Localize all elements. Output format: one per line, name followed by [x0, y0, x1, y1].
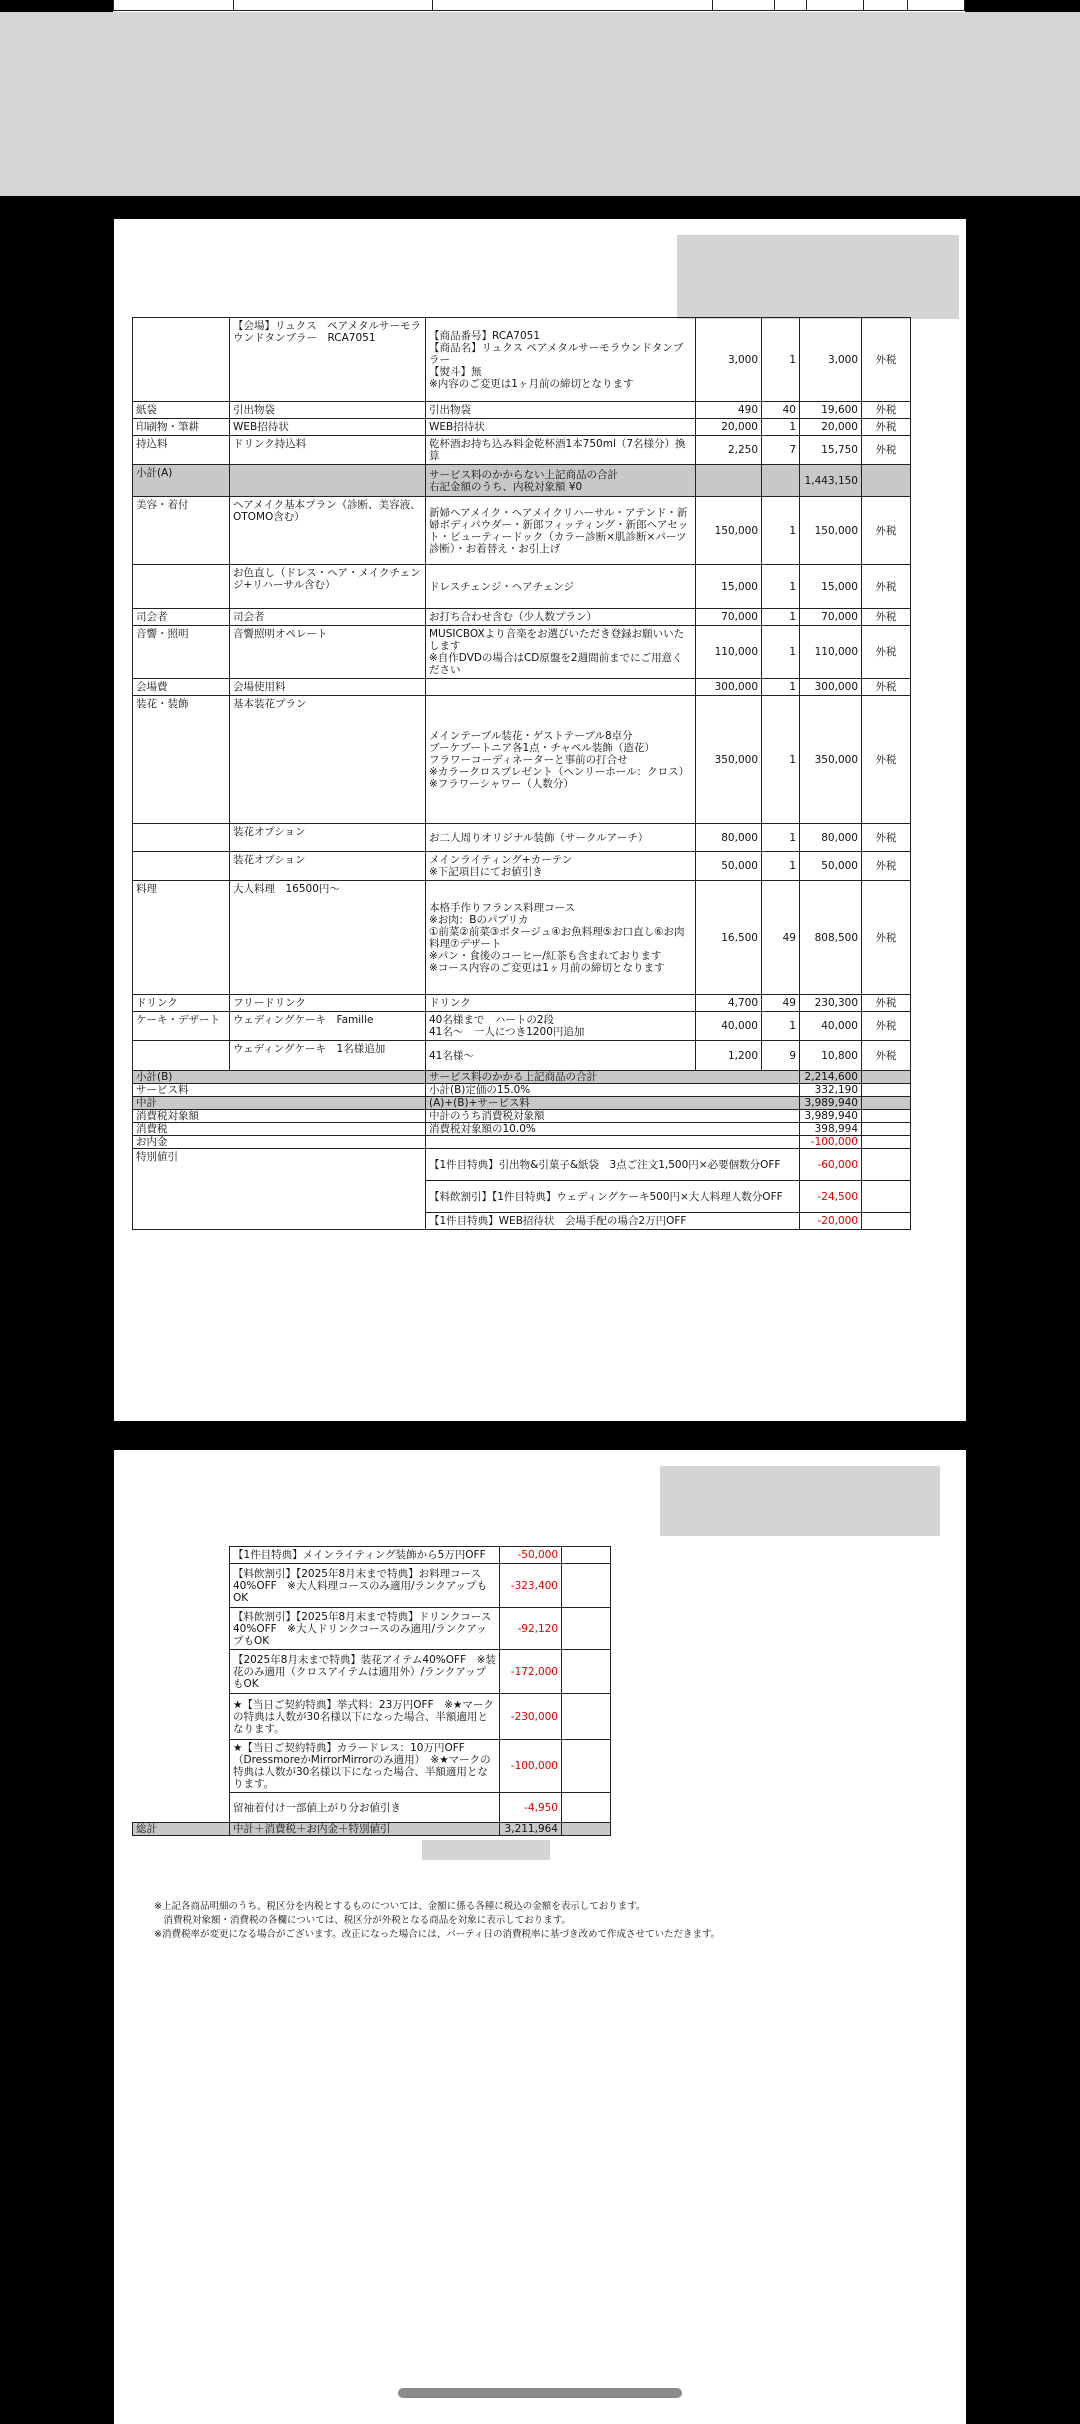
quantity-cell: 1	[762, 824, 800, 852]
table-edge	[113, 0, 965, 11]
empty-cell	[562, 1694, 611, 1740]
discount-row	[133, 1149, 911, 1181]
content-cell: 41名様～	[426, 1041, 696, 1071]
discount-amount: -4,950	[500, 1793, 562, 1823]
estimate-page-1	[114, 219, 966, 1421]
empty-cell	[862, 1084, 911, 1097]
content-cell: 乾杯酒お持ち込み料金乾杯酒1本750ml（7名様分）換算	[426, 436, 696, 465]
summary-amount: 398,994	[800, 1123, 862, 1136]
summary-amount: 2,214,600	[800, 1071, 862, 1084]
footnote: ※上記各商品明細のうち、税区分を内税とするものについては、金額に係る各種に税込の金額を表示しております。	[154, 1901, 646, 1912]
unit-price-cell: 70,000	[696, 609, 762, 626]
summary-content: 消費税対象額の10.0%	[426, 1123, 800, 1136]
unit-price-cell: 110,000	[696, 626, 762, 679]
discount-row	[133, 1793, 611, 1823]
discount-row	[133, 1650, 611, 1694]
summary-row	[133, 1110, 911, 1123]
quantity-cell: 1	[762, 419, 800, 436]
tax-type-cell: 外税	[862, 852, 911, 881]
empty-cell	[562, 1564, 611, 1608]
item-cell: 大人料理 16500円～	[230, 881, 426, 995]
discount-amount: -172,000	[500, 1650, 562, 1694]
category-cell: ドリンク	[133, 995, 230, 1012]
item-cell: ドリンク持込料	[230, 436, 426, 465]
table-row	[133, 565, 911, 609]
unit-price-cell: 4,700	[696, 995, 762, 1012]
table-row	[133, 852, 911, 881]
table-row	[133, 824, 911, 852]
content-cell: 40名様まで ハートの2段 41名～ 一人につき1200円追加	[426, 1012, 696, 1041]
redacted-text	[422, 1840, 550, 1860]
unit-price-cell: 20,000	[696, 419, 762, 436]
content-cell: ドレスチェンジ・ヘアチェンジ	[426, 565, 696, 609]
discount-content: 【1件目特典】引出物&引菓子&紙袋 3点ご注文1,500円×必要個数分OFF	[426, 1149, 800, 1181]
category-cell: 印刷物・筆耕	[133, 419, 230, 436]
discount-amount: -100,000	[500, 1740, 562, 1793]
summary-label: 中計	[133, 1097, 426, 1110]
discount-amount: -20,000	[800, 1213, 862, 1230]
summary-label: サービス料	[133, 1084, 426, 1097]
quantity-cell: 1	[762, 609, 800, 626]
quantity-cell: 1	[762, 497, 800, 565]
category-cell	[133, 565, 230, 609]
quantity-cell: 1	[762, 696, 800, 824]
amount-cell: 19,600	[800, 402, 862, 419]
empty-cell	[862, 1071, 911, 1084]
unit-price-cell: 50,000	[696, 852, 762, 881]
table-row	[133, 679, 911, 696]
content-cell: 【商品番号】RCA7051 【商品名】リュクス ペアメタルサーモラウンドタンブラー 【熨斗】無 ※内容のご変更は1ヶ月前の締切となります	[426, 318, 696, 402]
redacted-header	[677, 235, 959, 319]
item-cell: 引出物袋	[230, 402, 426, 419]
tax-type-cell: 外税	[862, 402, 911, 419]
estimate-page-2	[114, 1450, 966, 2424]
tax-type-cell: 外税	[862, 497, 911, 565]
empty-cell	[562, 1547, 611, 1564]
unit-price-cell: 490	[696, 402, 762, 419]
discount-label: 特別値引	[133, 1149, 426, 1181]
amount-cell: 230,300	[800, 995, 862, 1012]
quantity-cell: 1	[762, 318, 800, 402]
discount-row	[133, 1694, 611, 1740]
quantity-cell: 1	[762, 852, 800, 881]
footnote: ※消費税率が変更になる場合がございます。改正になった場合には、パーティ日の消費税率に基づき改めて作成させていただきます。	[154, 1929, 721, 1940]
content-cell: 本格手作りフランス料理コース ※お肉：Bのパプリカ ①前菜②前菜③ポタージュ④お魚料理⑤お口直し⑥お肉料理⑦デザート ※パン・食後のコーヒー/紅茶も含まれております ※コース内容のご変更は1ヶ月前の締切となります	[426, 881, 696, 995]
category-cell: 会場費	[133, 679, 230, 696]
empty-cell	[862, 1097, 911, 1110]
amount-cell: 1,443,150	[800, 465, 862, 497]
category-cell: ケーキ・デザート	[133, 1012, 230, 1041]
discount-content: 【料飲割引】【1件目特典】ウェディングケーキ500円×大人料理人数分OFF	[426, 1181, 800, 1213]
category-cell: 美容・着付	[133, 497, 230, 565]
redaction-band	[0, 12, 1080, 196]
table-row	[133, 436, 911, 465]
content-cell: メインテーブル装花・ゲストテーブル8卓分 ブーケブートニア各1点・チャペル装飾（造花） フラワーコーディネーターと事前の打合せ ※カラークロスプレゼント（ヘンリーホール：クロス） ※フラワーシャワー（人数分）	[426, 696, 696, 824]
summary-row	[133, 1136, 911, 1149]
amount-cell: 50,000	[800, 852, 862, 881]
discount-amount: -92,120	[500, 1608, 562, 1650]
discount-row	[133, 1547, 611, 1564]
item-cell: 基本装花プラン	[230, 696, 426, 824]
discount-content: 【料飲割引】【2025年8月末まで特典】お料理コース40%OFF ※大人料理コースのみ適用/ランクアップもOK	[230, 1564, 500, 1608]
summary-amount: 3,989,940	[800, 1097, 862, 1110]
amount-cell: 3,000	[800, 318, 862, 402]
content-cell: 引出物袋	[426, 402, 696, 419]
discount-amount: -24,500	[800, 1181, 862, 1213]
tax-type-cell: 外税	[862, 824, 911, 852]
total-content: 中計＋消費税＋お内金＋特別値引	[230, 1823, 500, 1836]
tax-type-cell	[862, 465, 911, 497]
item-cell	[230, 465, 426, 497]
category-cell	[133, 318, 230, 402]
discount-content: 【1件目特典】WEB招待状 会場手配の場合2万円OFF	[426, 1213, 800, 1230]
category-cell: 持込料	[133, 436, 230, 465]
summary-row	[133, 1084, 911, 1097]
quantity-cell: 1	[762, 565, 800, 609]
total-amount: 3,211,964	[500, 1823, 562, 1836]
category-cell: 音響・照明	[133, 626, 230, 679]
table-row	[133, 318, 911, 402]
discount-content: 留袖着付け一部値上がり分お値引き	[230, 1793, 500, 1823]
category-cell: 料理	[133, 881, 230, 995]
table-row	[133, 497, 911, 565]
discount-amount: -230,000	[500, 1694, 562, 1740]
empty-cell	[862, 1181, 911, 1213]
estimate-table	[132, 317, 911, 1230]
tax-type-cell: 外税	[862, 609, 911, 626]
item-cell: 装花オプション	[230, 852, 426, 881]
content-cell: お二人周りオリジナル装飾（サークルアーチ）	[426, 824, 696, 852]
discount-label	[133, 1181, 426, 1213]
amount-cell: 80,000	[800, 824, 862, 852]
content-cell: サービス料のかからない上記商品の合計 右記金額のうち、内税対象額 ¥0	[426, 465, 696, 497]
summary-label: 消費税	[133, 1123, 426, 1136]
discount-amount: -50,000	[500, 1547, 562, 1564]
category-cell: 小計(A)	[133, 465, 230, 497]
tax-type-cell: 外税	[862, 1012, 911, 1041]
summary-label: お内金	[133, 1136, 426, 1149]
empty-cell	[862, 1149, 911, 1181]
tax-type-cell: 外税	[862, 995, 911, 1012]
summary-content: 小計(B)定価の15.0%	[426, 1084, 800, 1097]
summary-amount: 332,190	[800, 1084, 862, 1097]
table-row	[133, 995, 911, 1012]
quantity-cell: 49	[762, 881, 800, 995]
empty-cell	[862, 1110, 911, 1123]
summary-row	[133, 1123, 911, 1136]
item-cell: ウェディングケーキ 1名様追加	[230, 1041, 426, 1071]
quantity-cell: 9	[762, 1041, 800, 1071]
table-row	[133, 465, 911, 497]
empty-cell	[562, 1793, 611, 1823]
summary-label: 小計(B)	[133, 1071, 426, 1084]
quantity-cell: 40	[762, 402, 800, 419]
category-cell	[133, 824, 230, 852]
item-cell: ウェディングケーキ Famille	[230, 1012, 426, 1041]
quantity-cell	[762, 465, 800, 497]
tax-type-cell: 外税	[862, 436, 911, 465]
empty-cell	[562, 1823, 611, 1836]
table-row	[133, 626, 911, 679]
quantity-cell: 7	[762, 436, 800, 465]
unit-price-cell: 15,000	[696, 565, 762, 609]
item-cell: ヘアメイク基本プラン（診断、美容液、OTOMO含む）	[230, 497, 426, 565]
amount-cell: 70,000	[800, 609, 862, 626]
amount-cell: 808,500	[800, 881, 862, 995]
amount-cell: 15,750	[800, 436, 862, 465]
summary-content: サービス料のかかる上記商品の合計	[426, 1071, 800, 1084]
footnote: 消費税対象額・消費税の各欄については、税区分が外税となる商品を対象に表示しております。	[154, 1915, 572, 1926]
unit-price-cell: 16,500	[696, 881, 762, 995]
amount-cell: 15,000	[800, 565, 862, 609]
empty-cell	[862, 1213, 911, 1230]
discount-amount: -60,000	[800, 1149, 862, 1181]
category-cell: 装花・装飾	[133, 696, 230, 824]
table-row	[133, 609, 911, 626]
item-cell: 会場使用料	[230, 679, 426, 696]
discount-row	[133, 1740, 611, 1793]
category-cell	[133, 1041, 230, 1071]
tax-type-cell: 外税	[862, 626, 911, 679]
discount-row	[133, 1608, 611, 1650]
empty-cell	[133, 1650, 230, 1694]
discount-content: 【1件目特典】メインライティング装飾から5万円OFF	[230, 1547, 500, 1564]
table-row	[133, 696, 911, 824]
discount-row	[133, 1564, 611, 1608]
category-cell: 司会者	[133, 609, 230, 626]
tax-type-cell: 外税	[862, 679, 911, 696]
discount-row	[133, 1181, 911, 1213]
quantity-cell: 1	[762, 626, 800, 679]
footnotes	[154, 1900, 720, 1942]
table-row	[133, 419, 911, 436]
amount-cell: 40,000	[800, 1012, 862, 1041]
amount-cell: 300,000	[800, 679, 862, 696]
quantity-cell: 49	[762, 995, 800, 1012]
summary-content: (A)+(B)+サービス料	[426, 1097, 800, 1110]
item-cell: フリードリンク	[230, 995, 426, 1012]
empty-cell	[133, 1564, 230, 1608]
content-cell: WEB招待状	[426, 419, 696, 436]
redacted-header	[660, 1466, 940, 1536]
unit-price-cell: 3,000	[696, 318, 762, 402]
empty-cell	[133, 1608, 230, 1650]
content-cell: 新婦ヘアメイク・ヘアメイクリハーサル・アテンド・新婦ボディパウダー・新郎フィッティング・新郎ヘアセット・ビューティードック（カラー診断×肌診断×パーツ診断）・お着替え・お引上げ	[426, 497, 696, 565]
summary-content	[426, 1136, 800, 1149]
content-cell: メインライティング+カーテン ※下記項目にてお値引き	[426, 852, 696, 881]
unit-price-cell: 80,000	[696, 824, 762, 852]
discount-content: 【料飲割引】【2025年8月末まで特典】ドリンクコース40%OFF ※大人ドリンクコースのみ適用/ランクアップもOK	[230, 1608, 500, 1650]
home-indicator[interactable]	[398, 2388, 682, 2398]
item-cell: 装花オプション	[230, 824, 426, 852]
summary-content: 中計のうち消費税対象額	[426, 1110, 800, 1123]
empty-cell	[133, 1740, 230, 1793]
item-cell: 司会者	[230, 609, 426, 626]
item-cell: 【会場】リュクス ペアメタルサーモラウンドタンブラー RCA7051	[230, 318, 426, 402]
discount-content: ★【当日ご契約特典】カラードレス：10万円OFF（DressmoreかMirrorMirrorのみ適用） ※★マークの特典は人数が30名様以下になった場合、半額適用となります。	[230, 1740, 500, 1793]
tax-type-cell: 外税	[862, 696, 911, 824]
unit-price-cell: 350,000	[696, 696, 762, 824]
amount-cell: 350,000	[800, 696, 862, 824]
empty-cell	[562, 1740, 611, 1793]
amount-cell: 10,800	[800, 1041, 862, 1071]
item-cell: WEB招待状	[230, 419, 426, 436]
total-label: 総計	[133, 1823, 230, 1836]
amount-cell: 110,000	[800, 626, 862, 679]
summary-row	[133, 1097, 911, 1110]
summary-amount: 3,989,940	[800, 1110, 862, 1123]
tax-type-cell: 外税	[862, 318, 911, 402]
content-cell: MUSICBOXより音楽をお選びいただき登録お願いいたします ※自作DVDの場合はCD原盤を2週間前までにご用意ください	[426, 626, 696, 679]
item-cell: 音響照明オペレート	[230, 626, 426, 679]
unit-price-cell: 2,250	[696, 436, 762, 465]
empty-cell	[562, 1650, 611, 1694]
discount-label	[133, 1213, 426, 1230]
content-cell: お打ち合わせ含む（少人数プラン）	[426, 609, 696, 626]
tax-type-cell: 外税	[862, 881, 911, 995]
unit-price-cell: 300,000	[696, 679, 762, 696]
discount-table	[132, 1546, 611, 1836]
discount-content: ★【当日ご契約特典】挙式料：23万円OFF ※★マークの特典は人数が30名様以下になった場合、半額適用となります。	[230, 1694, 500, 1740]
item-cell: お色直し（ドレス・ヘア・メイクチェンジ+リハーサル含む）	[230, 565, 426, 609]
table-row	[133, 402, 911, 419]
summary-amount: -100,000	[800, 1136, 862, 1149]
quantity-cell: 1	[762, 679, 800, 696]
empty-cell	[133, 1694, 230, 1740]
discount-content: 【2025年8月末まで特典】装花アイテム40%OFF ※装花のみ適用（クロスアイテムは適用外）/ランクアップもOK	[230, 1650, 500, 1694]
content-cell: ドリンク	[426, 995, 696, 1012]
empty-cell	[862, 1123, 911, 1136]
table-row	[133, 1041, 911, 1071]
unit-price-cell: 40,000	[696, 1012, 762, 1041]
unit-price-cell: 1,200	[696, 1041, 762, 1071]
unit-price-cell: 150,000	[696, 497, 762, 565]
content-cell	[426, 679, 696, 696]
summary-label: 消費税対象額	[133, 1110, 426, 1123]
empty-cell	[133, 1547, 230, 1564]
tax-type-cell: 外税	[862, 1041, 911, 1071]
empty-cell	[562, 1608, 611, 1650]
tax-type-cell: 外税	[862, 565, 911, 609]
unit-price-cell	[696, 465, 762, 497]
category-cell	[133, 852, 230, 881]
summary-row	[133, 1071, 911, 1084]
empty-cell	[133, 1793, 230, 1823]
tax-type-cell: 外税	[862, 419, 911, 436]
quantity-cell: 1	[762, 1012, 800, 1041]
table-row	[133, 881, 911, 995]
amount-cell: 20,000	[800, 419, 862, 436]
discount-amount: -323,400	[500, 1564, 562, 1608]
amount-cell: 150,000	[800, 497, 862, 565]
empty-cell	[862, 1136, 911, 1149]
category-cell: 紙袋	[133, 402, 230, 419]
total-row	[133, 1823, 611, 1836]
table-row	[133, 1012, 911, 1041]
discount-row	[133, 1213, 911, 1230]
